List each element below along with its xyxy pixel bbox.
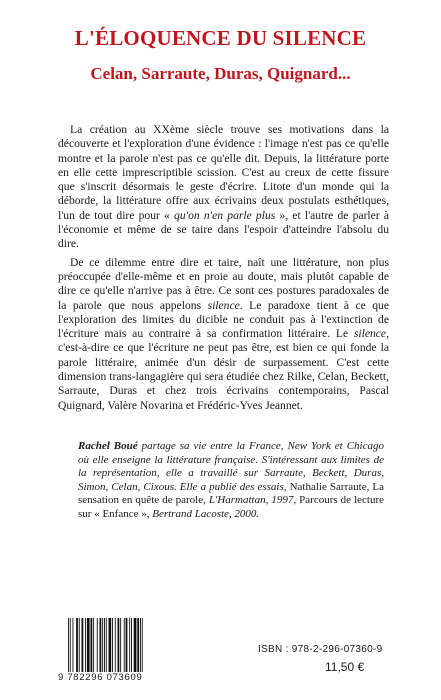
p1-part-a: La création au XXème siècle trouve ses motivations dans la découverte et l'exploration d'une évidence : l'image n'est pas ce qu'elle montre et la parole n'est pas ce qu'elle dit. Depuis, la littérature porte en elle cette imprescriptible scission. C'est au creux de cette fissure que s'inscrit désormais le geste d'écrire. Litote d'un monde qui la déborde, la littérature offre aux écrivains deux postulats esthétiques, l'un de tout dire pour « bbox=[58, 123, 389, 222]
bio-part-3: L'Harmattan, 1997, bbox=[208, 494, 300, 507]
back-cover-text bbox=[58, 123, 389, 417]
p1-part-b: », et l'autre de parler à l'économie et même de se taire dans l'espoir d'atteindre l'absolu du dire. bbox=[58, 208, 389, 251]
p2-part-a: De ce dilemme entre dire et taire, naît une littérature, non plus préoccupée d'elle-même et en proie au doute, mais plutôt capable de dire ce qu'elle n'arrive pas à être. Ce sont ces postures paradoxales de la parole que nous appelons bbox=[58, 255, 389, 312]
p2-part-b: . Le paradoxe tient à ce que l'exploration des limites du dicible ne conduit pas à l'extinction de l'écriture mais au contraire à sa confirmation littéraire. Le bbox=[58, 298, 389, 341]
author-bio bbox=[78, 440, 384, 522]
book-subtitle: Celan, Sarraute, Duras, Quignard... bbox=[90, 64, 351, 83]
price: 11,50 € bbox=[325, 660, 365, 674]
p2-silence-2: silence bbox=[353, 327, 387, 341]
bio-part-5: Bertrand Lacoste, 2000. bbox=[152, 507, 260, 520]
p2-silence: silence bbox=[207, 298, 240, 312]
p2-part-c: , c'est-à-dire ce que l'écriture ne peut pas être, est bien ce qui fonde la parole littéraire, animée d'un désir de surpassement. C'est cette dimension trans-langagière qui sera étudiée chez Rilke, Celan, Beckett, Sarraute, Duras et chez trois écrivains contemporains, Pascal Quignard, Valère Novarina et Frédéric-Yves Jeannet. bbox=[58, 327, 389, 412]
bio-part-4: Parcours de lecture sur « Enfance », bbox=[78, 494, 384, 520]
isbn: ISBN : 978-2-296-07360-9 bbox=[258, 644, 383, 655]
paragraph-1 bbox=[58, 123, 389, 252]
p1-quote: qu'on n'en parle plus bbox=[174, 208, 276, 222]
bio-part-1: partage sa vie entre la France, New York et Chicago où elle enseigne la littérature française. S'intéressant aux limites de la représentation, elle a travaillé sur Sarraute, Beckett, Duras, Simon, Celan, Cixous. Elle a publié des essais, bbox=[78, 440, 384, 493]
author-name: Rachel Boué bbox=[78, 440, 138, 452]
bio-part-2: Nathalie Sarraute, La sensation en quête de parole, bbox=[78, 480, 385, 507]
barcode bbox=[58, 618, 156, 684]
book-title: L'ÉLOQUENCE DU SILENCE bbox=[74, 26, 367, 50]
paragraph-2 bbox=[58, 256, 389, 413]
barcode-bars bbox=[68, 618, 154, 672]
barcode-digits: 9 782296 073609 bbox=[58, 672, 143, 683]
